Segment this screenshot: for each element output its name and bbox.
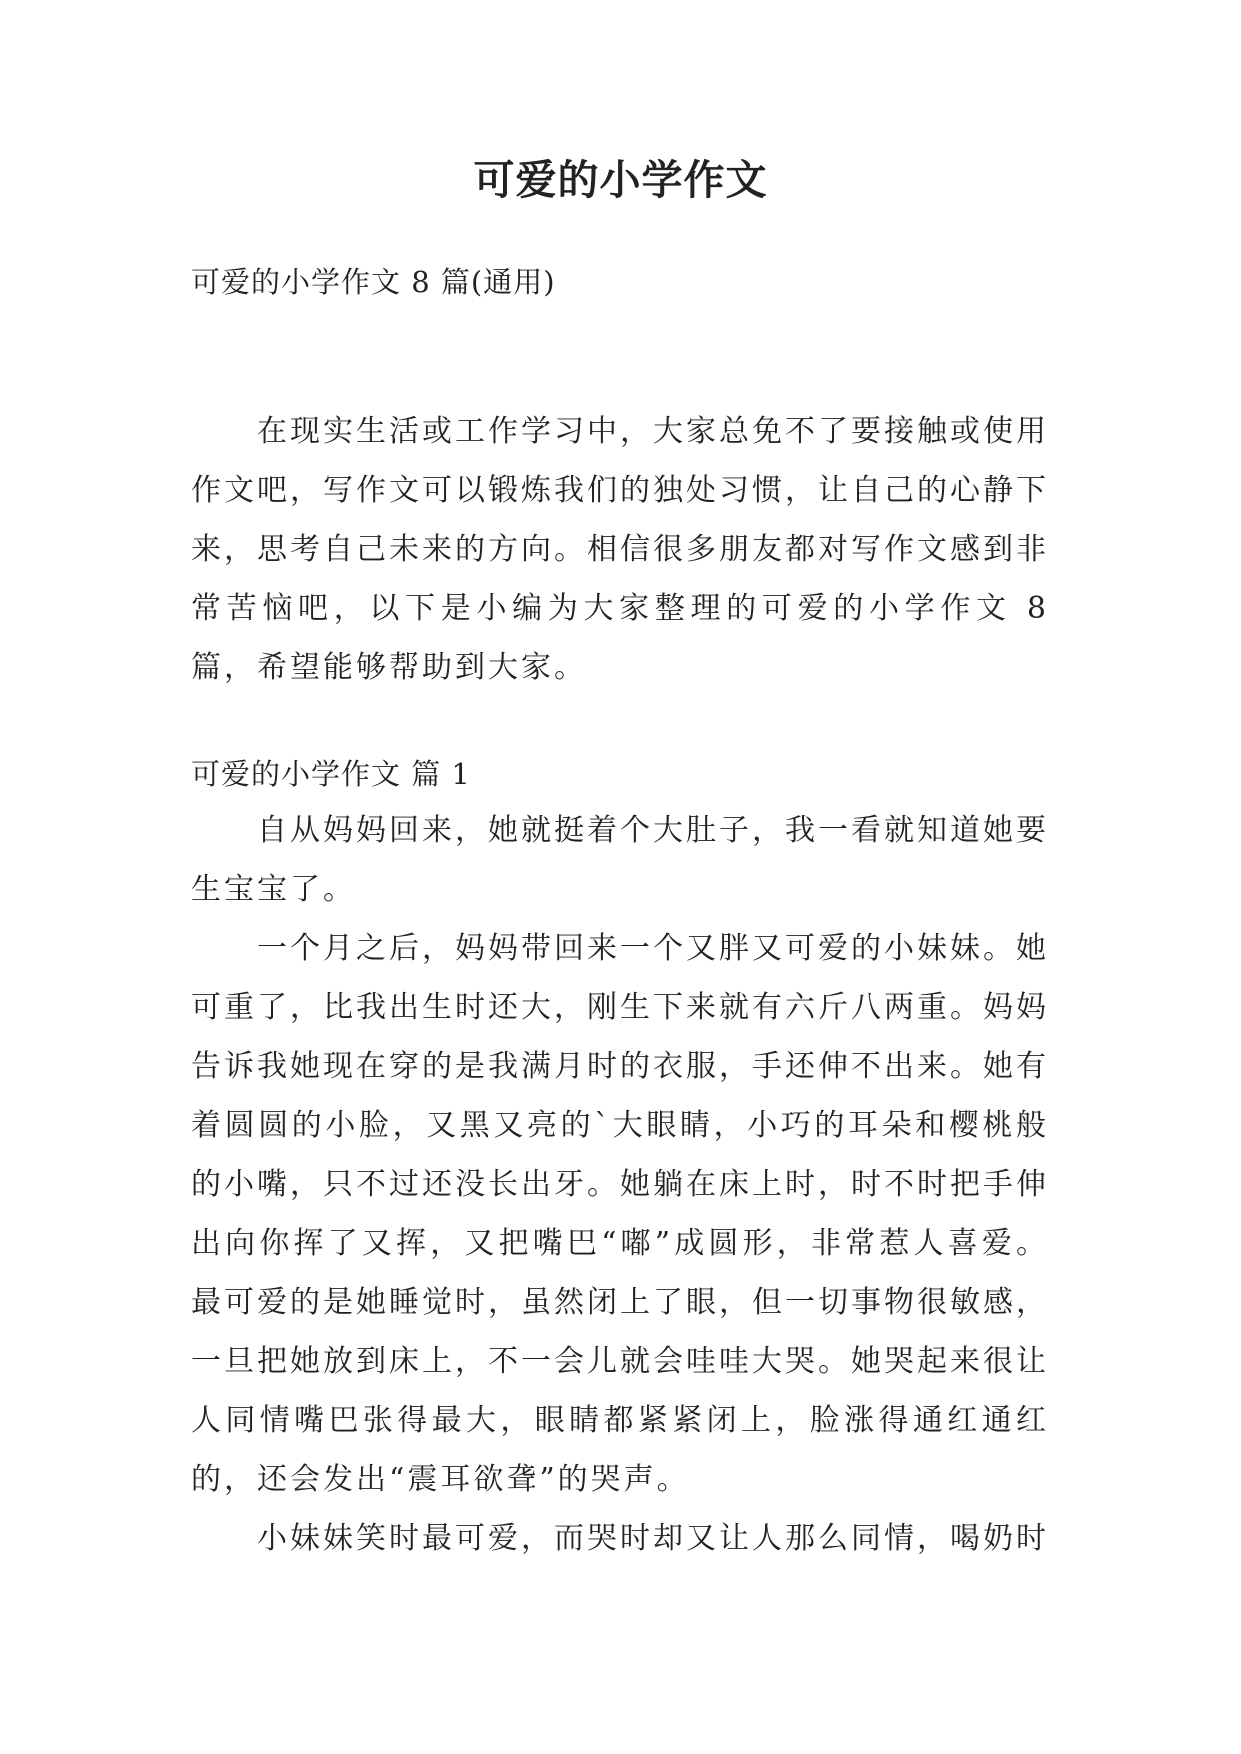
document-title: 可爱的小学作文 bbox=[473, 156, 768, 204]
intro-block bbox=[191, 402, 1049, 697]
body-paragraph: 一个月之后，妈妈带回来一个又胖又可爱的小妹妹。她可重了，比我出生时还大，刚生下来就有六斤八两重。妈妈告诉我她现在穿的是我满月时的衣服，手还伸不出来。她有着圆圆的小脸，又黑又亮的`大眼睛，小巧的耳朵和樱桃般的小嘴，只不过还没长出牙。她躺在床上时，时不时把手伸出向你挥了又挥，又把嘴巴“嘟”成圆形，非常惹人喜爱。最可爱的是她睡觉时，虽然闭上了眼，但一切事物很敏感，一旦把她放到床上，不一会儿就会哇哇大哭。她哭起来很让人同情嘴巴张得最大，眼睛都紧紧闭上，脸涨得通红通红的，还会发出“震耳欲聋”的哭声。 bbox=[191, 931, 1049, 1497]
section-body bbox=[191, 801, 1049, 1568]
section-heading: 可爱的小学作文 篇 1 bbox=[191, 757, 471, 791]
body-paragraph: 小妹妹笑时最可爱，而哭时却又让人那么同情，喝奶时 bbox=[257, 1521, 1049, 1556]
body-paragraph: 自从妈妈回来，她就挺着个大肚子，我一看就知道她要生宝宝了。 bbox=[191, 813, 1049, 907]
document-subtitle: 可爱的小学作文 8 篇(通用) bbox=[191, 265, 556, 299]
intro-paragraph: 在现实生活或工作学习中，大家总免不了要接触或使用作文吧，写作文可以锻炼我们的独处习惯，让自己的心静下来，思考自己未来的方向。相信很多朋友都对写作文感到非常苦恼吧，以下是小编为大家整理的可爱的小学作文 8 篇，希望能够帮助到大家。 bbox=[191, 414, 1049, 685]
